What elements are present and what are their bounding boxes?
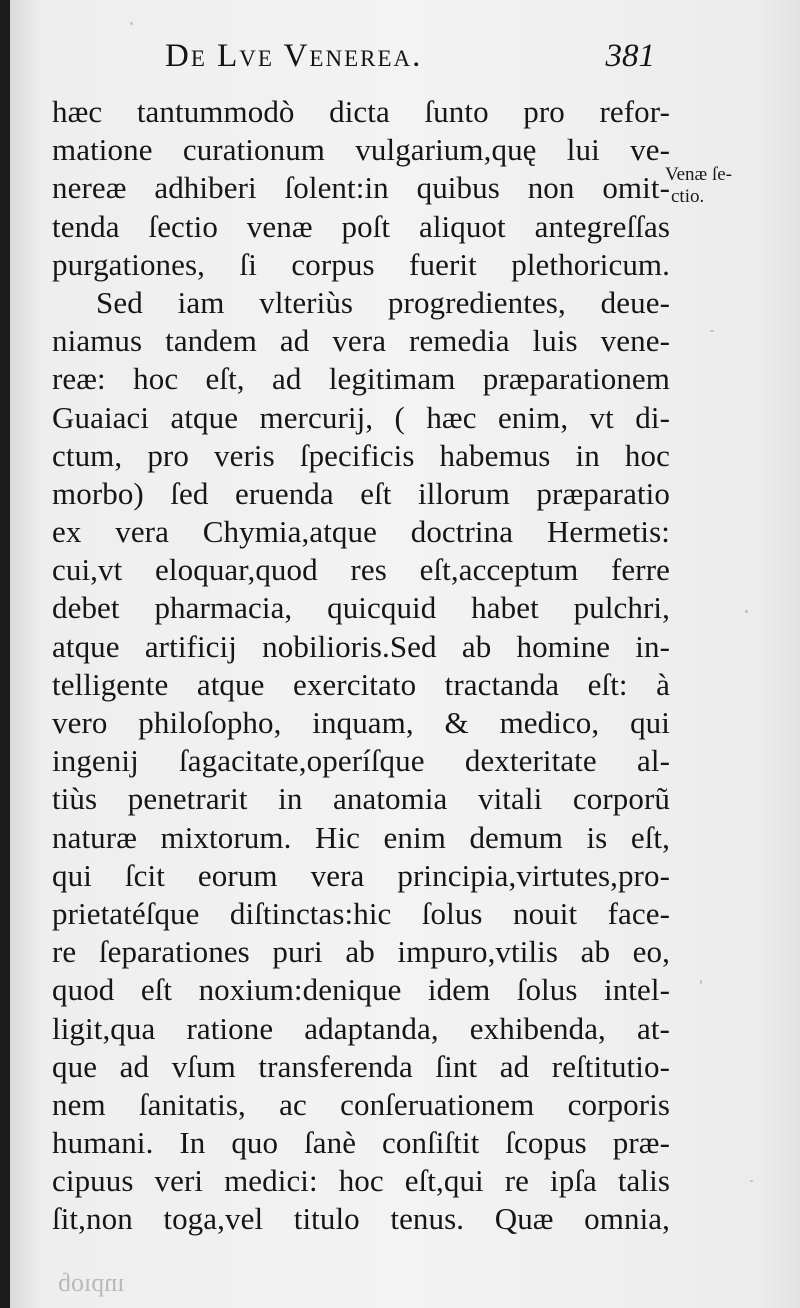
text-line: ex vera Chymia,atque doctrina Hermetis: <box>52 514 670 550</box>
text-line: Guaiaci atque mercurij, ( hæc enim, vt di- <box>52 399 670 435</box>
text-line: morbo) ſed eruenda eſt illorum præparatio <box>52 475 670 511</box>
book-page <box>10 0 800 1308</box>
text-line: nem ſanitatis, ac conſeruationem corporis <box>52 1086 670 1122</box>
text-line: telligente atque exercitato tractanda eſt: à <box>52 666 670 702</box>
text-line: niamus tandem ad vera remedia luis vene- <box>52 323 670 359</box>
page-number: 381 <box>605 38 655 74</box>
text-line: reæ: hoc eſt, ad legitimam præparationem <box>52 361 670 397</box>
body-text <box>52 93 670 1239</box>
text-line: debet pharmacia, quicquid habet pulchri, <box>52 590 670 626</box>
paper-speck <box>700 980 702 984</box>
text-line: matione curationum vulgarium,quę lui ve- <box>52 132 670 168</box>
paper-speck <box>130 22 133 25</box>
text-line: quod eſt noxium:denique idem ſolus intel- <box>52 972 670 1008</box>
text-line: ſit,non toga,vel titulo tenus. Quæ omnia, <box>52 1201 670 1237</box>
text-line: tiùs penetrarit in anatomia vitali corporũ <box>52 781 670 817</box>
text-line: re ſeparationes puri ab impuro,vtilis ab eo, <box>52 934 670 970</box>
text-line: vero philoſopho, inquam, & medico, qui <box>52 705 670 740</box>
paper-speck <box>750 1180 753 1182</box>
text-line: prietatéſque diſtinctas:hic ſolus nouit face- <box>52 895 670 931</box>
marginal-note-line: Venæ ſe- <box>665 164 733 185</box>
paper-speck <box>710 330 714 332</box>
text-line: humani. In quo ſanè conſiſtit ſcopus præ- <box>52 1125 670 1161</box>
text-line: cipuus veri medici: hoc eſt,qui re ipſa talis <box>52 1163 670 1199</box>
paper-speck <box>745 610 748 613</box>
marginal-note <box>665 164 775 208</box>
text-line: ctum, pro veris ſpecificis habemus in hoc <box>52 437 670 473</box>
text-line: Sed iam vlteriùs progredientes, deue- <box>96 284 670 320</box>
running-title: De Lve Venerea. <box>165 38 423 74</box>
text-line: que ad vſum transferenda ſint ad reſtitutio- <box>52 1048 670 1084</box>
text-line: atque artificij nobilioris.Sed ab homine in- <box>52 628 670 664</box>
text-line: naturæ mixtorum. Hic enim demum is eſt, <box>52 819 670 855</box>
text-line: cui,vt eloquar,quod res eſt,acceptum ferre <box>52 552 670 588</box>
text-line: qui ſcit eorum vera principia,virtutes,pro- <box>52 857 670 893</box>
text-line: ingenij ſagacitate,operíſque dexteritate al- <box>52 743 670 779</box>
text-line: nereæ adhiberi ſolent:in quibus non omit- <box>52 170 670 206</box>
running-head <box>165 38 655 82</box>
marginal-note-line: ctio. <box>671 186 705 207</box>
text-line: purgationes, ſi corpus fuerit plethoricum. <box>52 246 670 282</box>
text-line: ligit,qua ratione adaptanda, exhibenda, at- <box>52 1010 670 1046</box>
bleed-through-text: ınpıoɓ <box>58 1268 125 1297</box>
text-line: hæc tantummodò dicta ſunto pro refor- <box>52 94 670 129</box>
text-line: tenda ſectio venæ poſt aliquot antegreſſas <box>52 208 670 244</box>
